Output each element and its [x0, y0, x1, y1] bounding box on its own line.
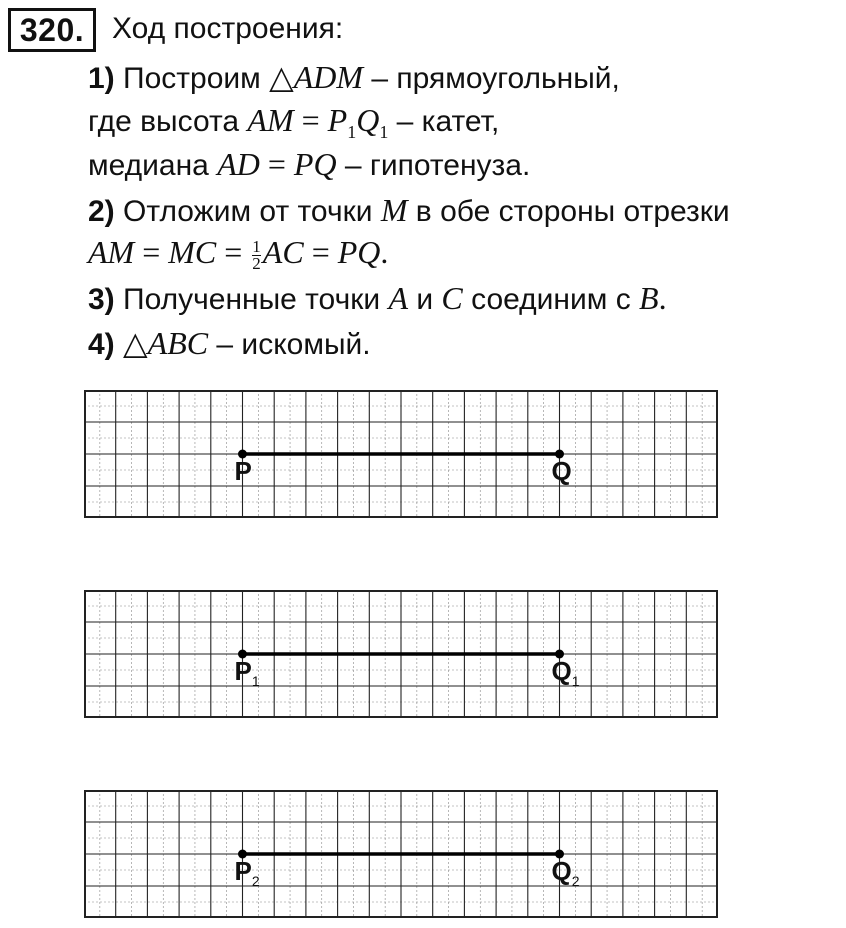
- step-1-line-3: [88, 146, 530, 183]
- math-b: B: [639, 280, 659, 316]
- grid-svg: [84, 590, 718, 718]
- step-4-line: [88, 324, 371, 362]
- segment-grid-pq: [84, 390, 718, 518]
- frac-numerator: 1: [252, 236, 261, 256]
- step-1-text: Построим: [123, 62, 270, 95]
- segment-start-label-subscript: 1: [251, 673, 260, 690]
- math-am: AM: [88, 234, 135, 270]
- step-3-text-post: соединим с: [462, 283, 640, 316]
- grid-svg: [84, 390, 718, 518]
- math-q: Q: [356, 102, 380, 138]
- step-2-text-post: в обе стороны отрезки: [407, 195, 730, 228]
- step-2-number: 2): [88, 195, 115, 228]
- period: .: [658, 280, 667, 316]
- median-label: медиана: [88, 149, 218, 182]
- step-3-text: Полученные точки: [123, 283, 389, 316]
- segment-start-label-subscript: 2: [251, 873, 260, 890]
- triangle-name: ADM: [293, 59, 364, 95]
- leg-label: – катет,: [388, 105, 500, 138]
- segment-end-label-subscript: 2: [571, 873, 580, 890]
- segment-grid-p1q1: [84, 590, 718, 718]
- sub-1b: 1: [379, 122, 389, 142]
- equals: =: [216, 234, 251, 270]
- step-2-text: Отложим от точки: [123, 195, 381, 228]
- period: .: [380, 234, 389, 270]
- segment-end-label: Q: [551, 456, 572, 486]
- step-1-number: 1): [88, 62, 115, 95]
- step-1-text-post: – прямоугольный,: [363, 62, 620, 95]
- problem-title: Ход построения:: [112, 12, 344, 45]
- equals: =: [293, 102, 328, 138]
- segment-end-label: $Q_2$: [551, 856, 580, 890]
- step-3-number: 3): [88, 283, 115, 316]
- step-1-line-1: [88, 58, 620, 96]
- triangle-symbol: △: [123, 325, 148, 361]
- segment-start-label: P: [234, 456, 252, 486]
- math-ad: AD: [217, 146, 260, 182]
- math-ac: AC: [262, 234, 304, 270]
- step-2-line-2: [88, 234, 388, 272]
- segment-grid-p2q2: [84, 790, 718, 918]
- equals: =: [303, 234, 338, 270]
- math-pq: PQ: [293, 146, 337, 182]
- triangle-abc: ABC: [147, 325, 209, 361]
- conj-and: и: [407, 283, 442, 316]
- frac-denominator: 2: [252, 253, 261, 273]
- segment-start-label: $P_1$: [234, 656, 260, 690]
- triangle-symbol: △: [269, 59, 294, 95]
- step-3-line: [88, 280, 667, 317]
- math-mc: MC: [168, 234, 217, 270]
- problem-number: 320.: [8, 8, 96, 52]
- sub-1: 1: [347, 122, 357, 142]
- hypotenuse-label: – гипотенуза.: [336, 149, 531, 182]
- math-a: A: [388, 280, 408, 316]
- height-label: где высота: [88, 105, 248, 138]
- step-2-line-1: [88, 192, 730, 229]
- fraction-half: [252, 236, 261, 273]
- math-am: AM: [247, 102, 294, 138]
- math-c: C: [441, 280, 463, 316]
- segment-start-label: $P_2$: [234, 856, 260, 890]
- equals: =: [259, 146, 294, 182]
- equals: =: [134, 234, 169, 270]
- result-label: – искомый.: [208, 328, 371, 361]
- step-1-line-2: [88, 102, 499, 143]
- math-p: P: [327, 102, 348, 138]
- segment-end-label-subscript: 1: [571, 673, 580, 690]
- grid-svg: [84, 790, 718, 918]
- step-4-number: 4): [88, 328, 115, 361]
- segment-end-label: $Q_1$: [551, 656, 580, 690]
- math-pq: PQ: [337, 234, 381, 270]
- math-m: M: [380, 192, 408, 228]
